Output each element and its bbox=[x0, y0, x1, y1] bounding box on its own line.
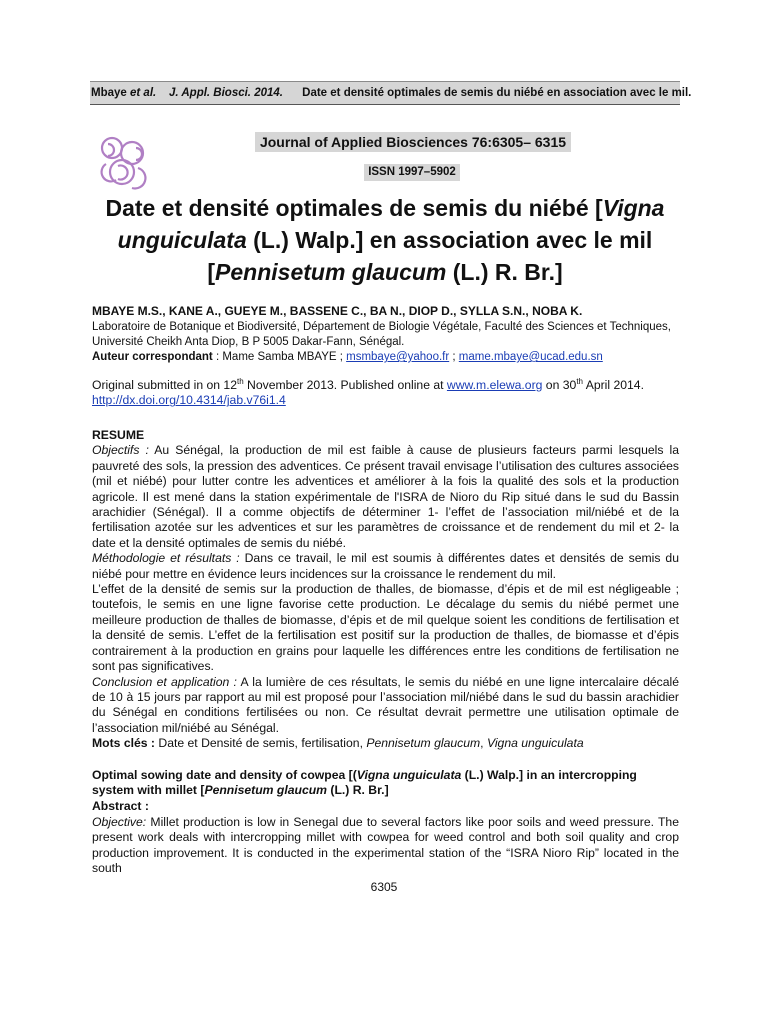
abstract-objective bbox=[92, 815, 679, 877]
affiliation-line1: Laboratoire de Botanique et Biodiversité, Département de Biologie Végétale, Faculté des Sciences et Techniques, bbox=[92, 321, 671, 333]
submission-text-c: on 30 bbox=[542, 378, 577, 392]
objectifs-label: Objectifs : bbox=[92, 443, 149, 458]
title-line1: Date et densité optimales de semis du niébé [ bbox=[105, 195, 603, 221]
keywords-sep: , bbox=[480, 736, 487, 751]
submission-text-b: November 2013. Published online at bbox=[243, 378, 447, 392]
conclusion-text: A la lumière de ces résultats, le semis du niébé en une ligne intercalaire décalé de 10 à 15 jours par rapport au mil est proposé pour l’association mil/niébé dans le sud du bassin arachidier du Sénégal en conditions fertilisées ou non. Ce résultat devrait permettre une utilisation optimale de l’association mil/niébé au Sénégal. bbox=[92, 674, 679, 735]
title-genus: Vigna bbox=[602, 195, 665, 221]
objectifs-text: Au Sénégal, la production de mil est faible à cause de plusieurs facteurs parmi lesquels la pauvreté des sols, la pression des adventices. Ce présent travail envisage l’utilisation des cultures associées (mil et niébé) pour lutter contre les adventices et améliorer à la fois la qualité des sols et la production agricole. Il est mené dans la station expérimentale de l'ISRA de Nioro du Rip situé dans le sud du Bassin arachidier (Sénégal). Il a comme objectifs de déterminer 1- l’effet de l’association mil/niébé et de la fertilisation azotée sur les adventices et sur les paramètres de croissance et de rendement du mil et 2- la date et la densité optimales de semis du niébé. bbox=[92, 443, 679, 550]
title-millet-name: Pennisetum glaucum bbox=[215, 259, 447, 285]
running-head bbox=[90, 81, 692, 105]
author-list: MBAYE M.S., KANE A., GUEYE M., BASSENE C., BA N., DIOP D., SYLLA S.N., NOBA K. bbox=[92, 304, 583, 318]
email-link-2[interactable]: mame.mbaye@ucad.edu.sn bbox=[458, 351, 603, 363]
english-title bbox=[92, 768, 679, 814]
title-line3-close: (L.) R. Br.] bbox=[446, 259, 563, 285]
submission-text-a: Original submitted in on 12 bbox=[92, 378, 237, 392]
english-title-pennisetum: Pennisetum glaucum bbox=[204, 783, 328, 798]
resume-section bbox=[92, 428, 679, 752]
objective-text: Millet production is low in Senegal due to several factors like poor soils and weed pressure. The present work deals with intercropping millet with cowpea for weed control and both soil quality and crop production improvement. It is conducted in the experimental station of the “ISRA Nioro Rip” located in the south bbox=[92, 815, 679, 876]
corresponding-author bbox=[92, 350, 603, 365]
submission-sup2: th bbox=[576, 376, 583, 386]
journal-logo-icon bbox=[92, 130, 160, 198]
objective-label: Objective: bbox=[92, 815, 147, 829]
running-head-author: Mbaye bbox=[91, 87, 130, 99]
methodologie-text: Dans ce travail, le mil est soumis à différentes dates et densités de semis du niébé pour mettre en évidence leurs incidences sur la croissance le rendement du mil. bbox=[92, 551, 679, 581]
title-line3-open: [ bbox=[207, 259, 216, 285]
doi-link[interactable]: http://dx.doi.org/10.4314/jab.v76i1.4 bbox=[92, 393, 286, 408]
submission-info bbox=[92, 378, 679, 409]
methodologie-label: Méthodologie et résultats : bbox=[92, 551, 240, 566]
issn: ISSN 1997–5902 bbox=[364, 164, 460, 181]
english-title-a: Optimal sowing date and density of cowpea [( bbox=[92, 768, 357, 782]
title-species: unguiculata bbox=[117, 227, 247, 253]
running-head-title: Date et densité optimales de semis du niébé en association avec le mil. bbox=[302, 87, 692, 99]
resume-heading: RESUME bbox=[92, 428, 145, 442]
english-title-vigna: Vigna unguiculata bbox=[356, 768, 462, 782]
correspondent-label: Auteur correspondant bbox=[92, 351, 213, 363]
running-head-journal: J. Appl. Biosci. 2014. bbox=[169, 87, 283, 99]
conclusion-label: Conclusion et application : bbox=[92, 674, 237, 689]
keyword-vigna: Vigna unguiculata bbox=[486, 736, 584, 751]
journal-title: Journal of Applied Biosciences 76:6305– 6315 bbox=[255, 132, 571, 152]
effet-paragraph: L’effet de la densité de semis sur la production de thalles, de biomasse, d’épis et de mil est négligeable ; toutefois, le semis en une ligne favorise cette production. Le décalage du semis du niébé permet une meilleure production de thalles de biomasse, d’épis et de mil quelque soient les conditions de fertilisation et la densité de semis. L’effet de la fertilisation est positif sur la production de thalles, de biomasse et d’épis contrairement à la production en grains pour laquelle les différences entre les conditions de fertilisation ne sont pas significatives. bbox=[92, 582, 679, 674]
submission-text-d: April 2014. bbox=[582, 378, 644, 392]
page-number: 6305 bbox=[370, 880, 398, 894]
submission-sup1: th bbox=[236, 376, 244, 386]
title-line2: (L.) Walp.] en association avec le mil bbox=[246, 227, 653, 253]
keywords-label: Mots clés : bbox=[92, 736, 155, 751]
journal-url-link[interactable]: www.m.elewa.org bbox=[446, 378, 543, 392]
correspondent-text: : Mame Samba MBAYE ; bbox=[212, 351, 347, 363]
keywords-text: Date et Densité de semis, fertilisation, bbox=[155, 736, 367, 751]
email-link-1[interactable]: msmbaye@yahoo.fr bbox=[346, 351, 450, 363]
article-title bbox=[92, 192, 678, 288]
running-head-etal: et al. bbox=[130, 87, 157, 99]
correspondent-sep: ; bbox=[449, 351, 459, 363]
english-title-c: (L.) R. Br.] bbox=[327, 783, 389, 798]
english-title-b: (L.) Walp.] in an intercropping system with millet [ bbox=[92, 768, 637, 798]
affiliation-line2: Université Cheikh Anta Diop, B P 5005 Dakar-Fann, Sénégal. bbox=[92, 336, 405, 348]
abstract-heading: Abstract : bbox=[92, 798, 149, 813]
keyword-pennisetum: Pennisetum glaucum bbox=[366, 736, 481, 751]
